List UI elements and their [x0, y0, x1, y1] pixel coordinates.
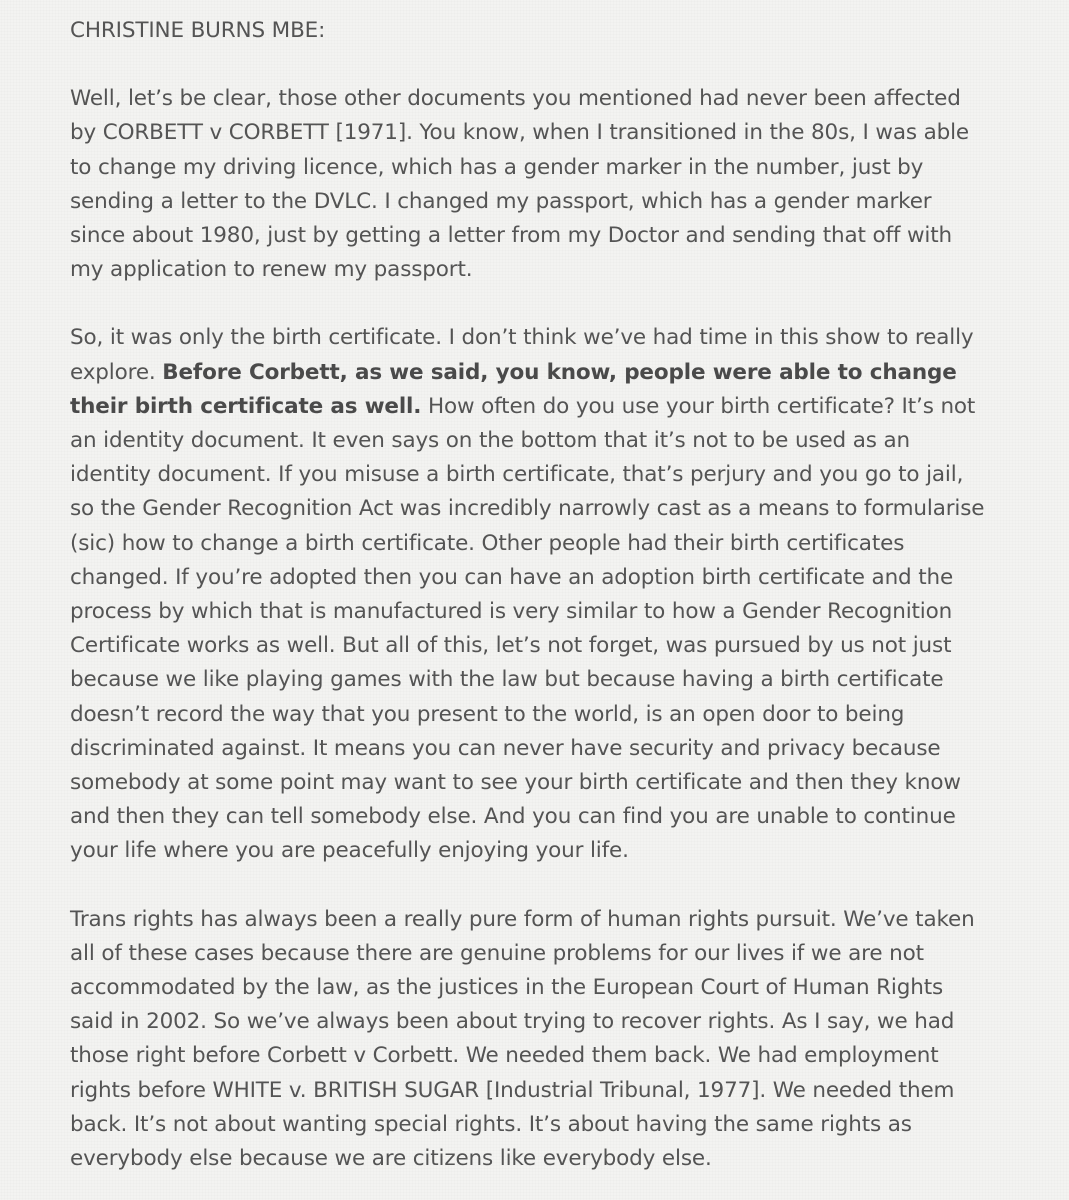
paragraph-2-intro: So, it was only the birth certificate. I don’t think we’ve had time in this show to really explore. — [70, 325, 974, 385]
paragraph-3: Trans rights has always been a really pure form of human rights pursuit. We’ve taken all of these cases because there are genuine problems for our lives if we are not accommodated by the law, as the justices in the European Court of Human Rights said in 2002. So we’ve always been about trying to recover rights. As I say, we had those right before Corbett v Corbett. We needed them back. We had employment rights before WHITE v. BRITISH SUGAR [Industrial Tribunal, 1977]. We needed them back. It’s not about wanting special rights. It’s about having the same rights as everybody else because we are citizens like everybody else. — [70, 906, 975, 1172]
paragraph-1: Well, let’s be clear, those other documents you mentioned had never been affected by CORBETT v CORBETT [1971]. You know, when I transitioned in the 80s, I was able to change my driving licence, which has a gender marker in the number, just by sending a letter to the DVLC. I changed my passport, which has a gender marker since about 1980, just by getting a letter from my Doctor and sending that off with my application to renew my passport. — [70, 86, 969, 283]
transcript-page — [70, 14, 990, 1176]
paragraph-2 — [70, 321, 990, 868]
speaker-name: CHRISTINE BURNS MBE: — [70, 18, 326, 43]
paragraph-2-rest: How often do you use your birth certificate? It’s not an identity document. It even says on the bottom that it’s not to be used as an identity document. If you misuse a birth certificate, that’s perjury and you go to jail, so the Gender Recognition Act was incredibly narrowly cast as a means to formularise (sic) how to change a birth certificate. Other people had their birth certificates changed. If you’re adopted then you can have an adoption birth certificate and the process by which that is manufactured is very similar to how a Gender Recognition Certificate works as well. But all of this, let’s not forget, was pursued by us not just because we like playing games with the law but because having a birth certificate doesn’t record the way that you present to the world, is an open door to being discriminated against. It means you can never have security and privacy because somebody at some point may want to see your birth certificate and then they know and then they can tell somebody else. And you can find you are unable to continue your life where you are peacefully enjoying your life. — [70, 393, 985, 864]
paragraph-2-bold-statement: Before Corbett, as we said, you know, people were able to change their birth certificate as well. — [70, 359, 957, 419]
